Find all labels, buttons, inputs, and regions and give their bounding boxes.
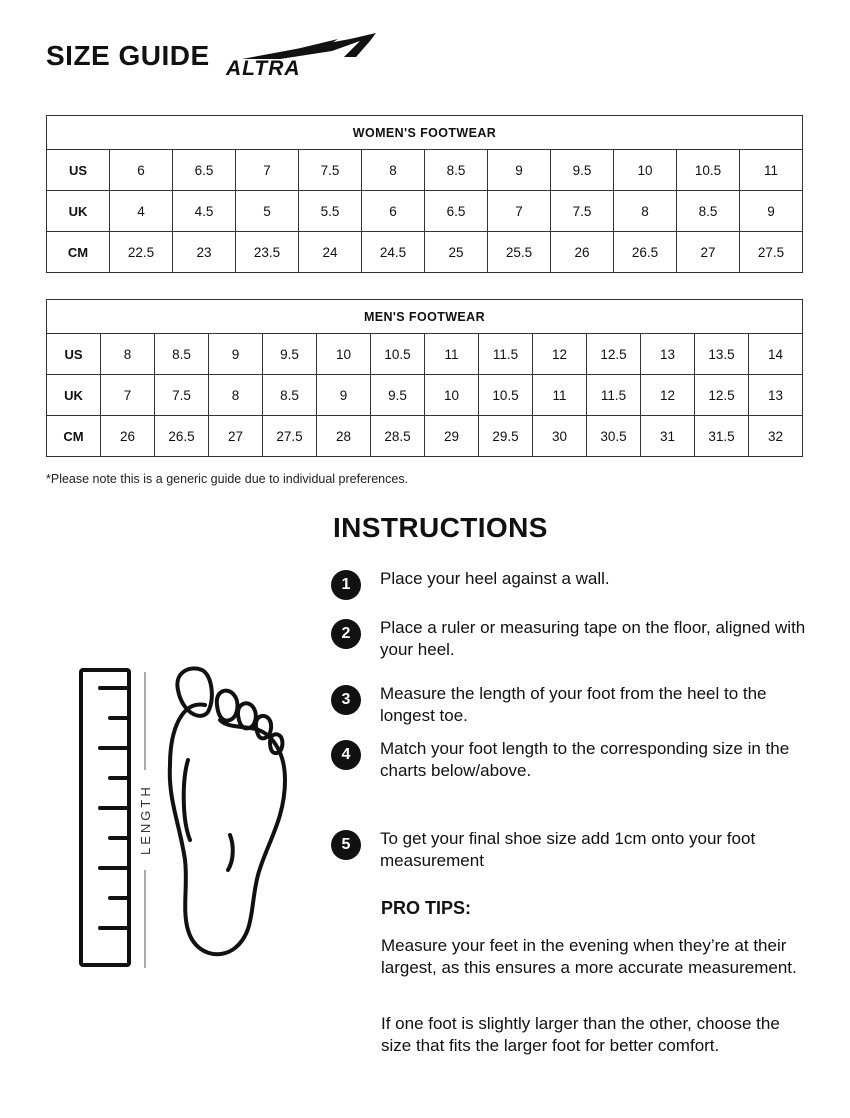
size-cell: 6.5 bbox=[425, 191, 488, 232]
size-cell: 6 bbox=[110, 150, 173, 191]
step-number-badge: 2 bbox=[331, 619, 361, 649]
size-cell: 6.5 bbox=[173, 150, 236, 191]
size-cell: 31 bbox=[641, 416, 695, 457]
size-cell: 26.5 bbox=[155, 416, 209, 457]
size-row-us bbox=[47, 334, 803, 375]
instructions-title: INSTRUCTIONS bbox=[333, 512, 548, 543]
step-text: To get your final shoe size add 1cm onto your foot measurement bbox=[380, 829, 756, 870]
size-cell: 30.5 bbox=[587, 416, 641, 457]
size-cell: 9.5 bbox=[551, 150, 614, 191]
size-cell: 31.5 bbox=[695, 416, 749, 457]
womens-size-table bbox=[46, 115, 803, 273]
size-cell: 23 bbox=[173, 232, 236, 273]
step-number-badge: 1 bbox=[331, 570, 361, 600]
size-cell: 7.5 bbox=[551, 191, 614, 232]
step-number-badge: 3 bbox=[331, 685, 361, 715]
size-cell: 11 bbox=[740, 150, 803, 191]
size-cell: 10 bbox=[317, 334, 371, 375]
size-row-us bbox=[47, 150, 803, 191]
size-cell: 12 bbox=[641, 375, 695, 416]
size-cell: 13 bbox=[641, 334, 695, 375]
size-cell: 11 bbox=[533, 375, 587, 416]
step-text: Match your foot length to the corresponding size in the charts below/above. bbox=[380, 739, 790, 780]
step-number-badge: 5 bbox=[331, 830, 361, 860]
size-cell: 8.5 bbox=[425, 150, 488, 191]
instruction-step-3 bbox=[331, 683, 811, 726]
size-cell: 10.5 bbox=[677, 150, 740, 191]
size-cell: 8 bbox=[101, 334, 155, 375]
size-cell: 27 bbox=[209, 416, 263, 457]
instruction-step-2 bbox=[331, 617, 811, 660]
size-cell: 8.5 bbox=[155, 334, 209, 375]
size-cell: 5 bbox=[236, 191, 299, 232]
page-title: SIZE GUIDE bbox=[46, 40, 210, 71]
instruction-step-5 bbox=[331, 828, 811, 871]
size-cell: 27.5 bbox=[263, 416, 317, 457]
instruction-step-1 bbox=[331, 568, 811, 600]
womens-table-caption: WOMEN'S FOOTWEAR bbox=[47, 116, 803, 150]
size-cell: 13 bbox=[749, 375, 803, 416]
size-cell: 7.5 bbox=[155, 375, 209, 416]
size-row-cm bbox=[47, 416, 803, 457]
size-cell: 4.5 bbox=[173, 191, 236, 232]
size-cell: 26 bbox=[551, 232, 614, 273]
pro-tips-title: PRO TIPS: bbox=[381, 898, 472, 918]
header bbox=[46, 26, 382, 86]
size-cell: 29 bbox=[425, 416, 479, 457]
row-header: US bbox=[47, 150, 110, 191]
size-cell: 10.5 bbox=[479, 375, 533, 416]
size-row-uk bbox=[47, 191, 803, 232]
size-cell: 14 bbox=[749, 334, 803, 375]
size-cell: 9.5 bbox=[263, 334, 317, 375]
step-text: Place a ruler or measuring tape on the floor, aligned with your heel. bbox=[380, 618, 806, 659]
altra-logo bbox=[220, 31, 382, 81]
size-cell: 10 bbox=[425, 375, 479, 416]
foot-measure-illustration bbox=[70, 660, 310, 980]
size-cell: 8.5 bbox=[263, 375, 317, 416]
size-cell: 12.5 bbox=[695, 375, 749, 416]
size-cell: 27 bbox=[677, 232, 740, 273]
size-cell: 8 bbox=[614, 191, 677, 232]
size-cell: 5.5 bbox=[299, 191, 362, 232]
mens-size-table bbox=[46, 299, 803, 457]
size-cell: 25.5 bbox=[488, 232, 551, 273]
size-cell: 9 bbox=[488, 150, 551, 191]
size-cell: 11.5 bbox=[587, 375, 641, 416]
ruler-icon bbox=[81, 670, 129, 965]
row-header: CM bbox=[47, 416, 101, 457]
size-cell: 28.5 bbox=[371, 416, 425, 457]
size-cell: 30 bbox=[533, 416, 587, 457]
size-cell: 29.5 bbox=[479, 416, 533, 457]
size-cell: 8 bbox=[209, 375, 263, 416]
size-cell: 9.5 bbox=[371, 375, 425, 416]
pro-tip-1: Measure your feet in the evening when they’re at their largest, as this ensures a more accurate measurement. bbox=[381, 936, 797, 977]
row-header: US bbox=[47, 334, 101, 375]
size-cell: 22.5 bbox=[110, 232, 173, 273]
size-cell: 12.5 bbox=[587, 334, 641, 375]
size-cell: 26 bbox=[101, 416, 155, 457]
size-cell: 8 bbox=[362, 150, 425, 191]
pro-tip-2: If one foot is slightly larger than the other, choose the size that fits the larger foot for better comfort. bbox=[381, 1014, 780, 1055]
size-cell: 27.5 bbox=[740, 232, 803, 273]
size-cell: 7 bbox=[236, 150, 299, 191]
size-cell: 11 bbox=[425, 334, 479, 375]
svg-text:ALTRA: ALTRA bbox=[225, 57, 301, 80]
step-number-badge: 4 bbox=[331, 740, 361, 770]
size-cell: 32 bbox=[749, 416, 803, 457]
foot-icon bbox=[170, 668, 285, 954]
size-cell: 9 bbox=[740, 191, 803, 232]
length-label: LENGTH bbox=[138, 784, 153, 855]
size-cell: 7 bbox=[101, 375, 155, 416]
step-text: Place your heel against a wall. bbox=[380, 569, 610, 588]
size-cell: 6 bbox=[362, 191, 425, 232]
size-cell: 8.5 bbox=[677, 191, 740, 232]
size-guide-note: *Please note this is a generic guide due to individual preferences. bbox=[46, 472, 409, 486]
size-cell: 28 bbox=[317, 416, 371, 457]
size-cell: 24.5 bbox=[362, 232, 425, 273]
size-cell: 7.5 bbox=[299, 150, 362, 191]
mens-table-caption: MEN'S FOOTWEAR bbox=[47, 300, 803, 334]
size-cell: 9 bbox=[209, 334, 263, 375]
instruction-step-4 bbox=[331, 738, 811, 781]
size-row-uk bbox=[47, 375, 803, 416]
size-cell: 11.5 bbox=[479, 334, 533, 375]
size-cell: 7 bbox=[488, 191, 551, 232]
size-cell: 9 bbox=[317, 375, 371, 416]
size-cell: 24 bbox=[299, 232, 362, 273]
size-cell: 10 bbox=[614, 150, 677, 191]
size-cell: 13.5 bbox=[695, 334, 749, 375]
row-header: UK bbox=[47, 375, 101, 416]
size-cell: 10.5 bbox=[371, 334, 425, 375]
step-text: Measure the length of your foot from the heel to the longest toe. bbox=[380, 684, 767, 725]
size-cell: 23.5 bbox=[236, 232, 299, 273]
size-cell: 26.5 bbox=[614, 232, 677, 273]
row-header: UK bbox=[47, 191, 110, 232]
size-cell: 4 bbox=[110, 191, 173, 232]
size-cell: 12 bbox=[533, 334, 587, 375]
size-cell: 25 bbox=[425, 232, 488, 273]
size-row-cm bbox=[47, 232, 803, 273]
row-header: CM bbox=[47, 232, 110, 273]
